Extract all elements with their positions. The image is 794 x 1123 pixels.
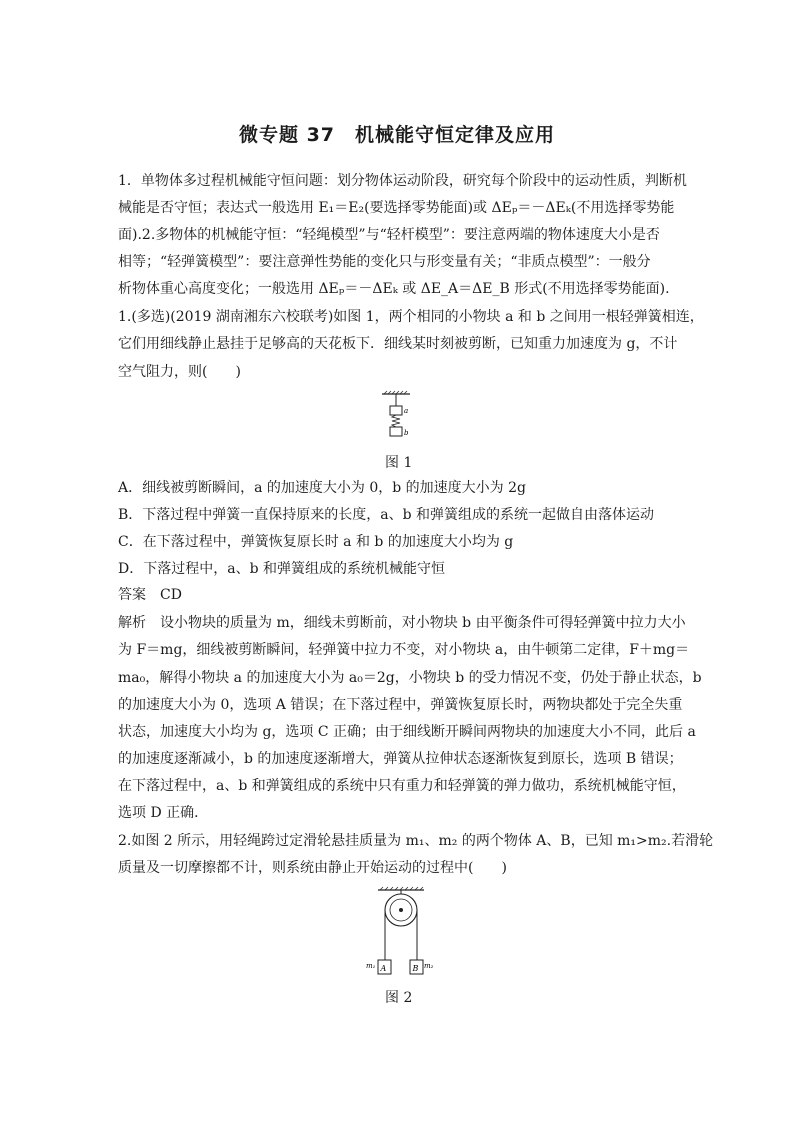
figure-1-caption: 图 1 bbox=[385, 455, 413, 471]
intro-line: 1．单物体多过程机械能守恒问题：划分物体运动阶段，研究每个阶段中的运动性质，判断机 bbox=[118, 173, 687, 189]
q1-stem-line: 1.(多选)(2019 湖南湘东六校联考)如图 1，两个相同的小物块 a 和 b 之间用一根轻弹簧相连， bbox=[118, 309, 704, 325]
option-b: B．下落过程中弹簧一直保持原来的长度，a、b 和弹簧组成的系统一起做自由落体运动 bbox=[118, 507, 655, 523]
q1-stem-line: 空气阻力，则( ) bbox=[118, 364, 241, 380]
fig1-label-a: a bbox=[404, 407, 409, 415]
intro-line: 析物体重心高度变化；一般选用 ΔEₚ＝－ΔEₖ 或 ΔE_A＝ΔE_B 形式(不用选择零势能面). bbox=[118, 281, 670, 297]
q1-analysis-line: 的加速度逐渐减小，b 的加速度逐渐增大，弹簧从拉伸状态逐渐恢复到原长，选项 B 错误； bbox=[118, 751, 683, 767]
q1-analysis-line: 状态，加速度大小均为 g，选项 C 正确；由于细线断开瞬间两物块的加速度大小不同，此后 a bbox=[118, 724, 696, 740]
q1-analysis-line: 的加速度大小为 0，选项 A 错误；在下落过程中，弹簧恢复原长时，两物块都处于完全失重 bbox=[118, 697, 683, 713]
q1-answer: 答案 CD bbox=[118, 587, 182, 603]
q1-stem-line: 它们用细线静止悬挂于足够高的天花板下．细线某时刻被剪断，已知重力加速度为 g，不计 bbox=[118, 336, 678, 352]
q1-analysis-line: 为 F＝mg，细线被剪断瞬间，轻弹簧中拉力不变，对小物块 a，由牛顿第二定律，F＋mg＝ bbox=[118, 642, 690, 658]
figure-2-pulley bbox=[364, 886, 436, 982]
figure-1-spring-blocks bbox=[376, 390, 416, 442]
q1-analysis-line: ma₀，解得小物块 a 的加速度大小为 a₀＝2g，小物块 b 的受力情况不变，仍处于静止状态，b bbox=[118, 670, 702, 686]
option-a: A．细线被剪断瞬间，a 的加速度大小为 0，b 的加速度大小为 2g bbox=[118, 480, 526, 496]
fig1-label-b: b bbox=[404, 429, 409, 437]
option-d: D．下落过程中，a、b 和弹簧组成的系统机械能守恒 bbox=[118, 561, 445, 577]
figure-2-caption: 图 2 bbox=[385, 990, 413, 1006]
q2-stem-line: 2.如图 2 所示，用轻绳跨过定滑轮悬挂质量为 m₁、m₂ 的两个物体 A、B，已知 m₁>m₂.若滑轮 bbox=[118, 833, 714, 849]
fig2-label-m2: m₂ bbox=[424, 962, 434, 970]
intro-line: 面).2.多物体的机械能守恒：“轻绳模型”与“轻杆模型”：要注意两端的物体速度大小是否 bbox=[118, 227, 660, 243]
page-title: 微专题 37 机械能守恒定律及应用 bbox=[238, 124, 556, 146]
q1-analysis-line: 选项 D 正确． bbox=[118, 805, 209, 821]
fig2-label-B: B bbox=[412, 964, 419, 973]
fig2-label-m1: m₁ bbox=[366, 962, 376, 970]
intro-line: 械能是否守恒；表达式一般选用 E₁＝E₂(要选择零势能面)或 ΔEₚ＝－ΔEₖ(不用选择零势能 bbox=[118, 200, 675, 216]
intro-line: 相等；“轻弹簧模型”：要注意弹性势能的变化只与形变量有关；“非质点模型”：一般分 bbox=[118, 254, 651, 270]
q2-stem-line: 质量及一切摩擦都不计，则系统由静止开始运动的过程中( ) bbox=[118, 860, 507, 876]
q1-analysis-line: 在下落过程中，a、b 和弹簧组成的系统中只有重力和轻弹簧的弹力做功，系统机械能守恒， bbox=[118, 778, 686, 794]
option-c: C．在下落过程中，弹簧恢复原长时 a 和 b 的加速度大小均为 g bbox=[118, 534, 514, 550]
fig2-label-A: A bbox=[380, 964, 387, 973]
q1-analysis-line: 解析 设小物块的质量为 m，细线未剪断前，对小物块 b 由平衡条件可得轻弹簧中拉力大小 bbox=[118, 615, 686, 631]
